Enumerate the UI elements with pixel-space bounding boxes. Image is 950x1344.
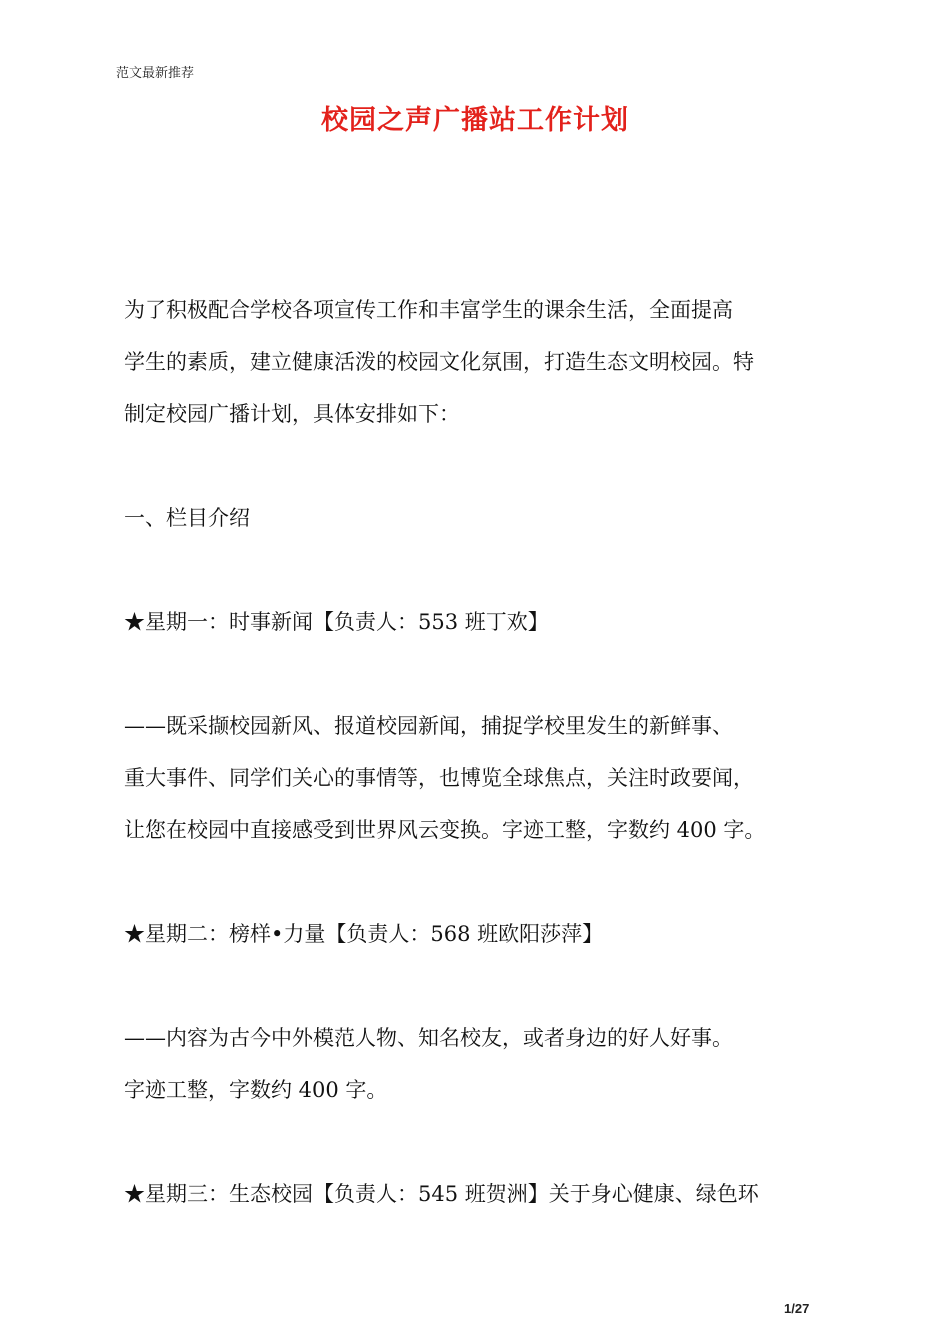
- document-body: [116, 284, 836, 1272]
- text-line: ★星期三：生态校园【负责人：545 班贺洲】关于身心健康、绿色环: [124, 1182, 759, 1206]
- schedule-item-monday: [116, 596, 836, 648]
- text-line: 为了积极配合学校各项宣传工作和丰富学生的课余生活，全面提高: [124, 298, 733, 322]
- header-label: 范文最新推荐: [116, 66, 195, 81]
- text-line: 让您在校园中直接感受到世界风云变换。字迹工整，字数约 400 字。: [124, 818, 766, 842]
- paragraph-monday-description: [116, 700, 836, 856]
- text-line: 字迹工整，字数约 400 字。: [124, 1078, 388, 1102]
- document-title: 校园之声广播站工作计划: [321, 105, 629, 136]
- text-line: 重大事件、同学们关心的事情等，也博览全球焦点，关注时政要闻，: [124, 766, 754, 790]
- text-line: 制定校园广播计划，具体安排如下：: [124, 402, 460, 426]
- text-line: ——内容为古今中外模范人物、知名校友，或者身边的好人好事。: [124, 1026, 733, 1050]
- text-line: ★星期一：时事新闻【负责人：553 班丁欢】: [124, 610, 549, 634]
- text-line: ★星期二：榜样•力量【负责人：568 班欧阳莎萍】: [124, 922, 604, 946]
- section-heading: [116, 492, 836, 544]
- text-line: 一、栏目介绍: [124, 506, 250, 530]
- text-line: 学生的素质，建立健康活泼的校园文化氛围，打造生态文明校园。特: [124, 350, 754, 374]
- paragraph-tuesday-description: [116, 1012, 836, 1116]
- paragraph-intro: [116, 284, 836, 440]
- page-number: 1/27: [784, 1301, 810, 1316]
- schedule-item-wednesday: [116, 1168, 836, 1220]
- schedule-item-tuesday: [116, 908, 836, 960]
- text-line: ——既采撷校园新风、报道校园新闻，捕捉学校里发生的新鲜事、: [124, 714, 733, 738]
